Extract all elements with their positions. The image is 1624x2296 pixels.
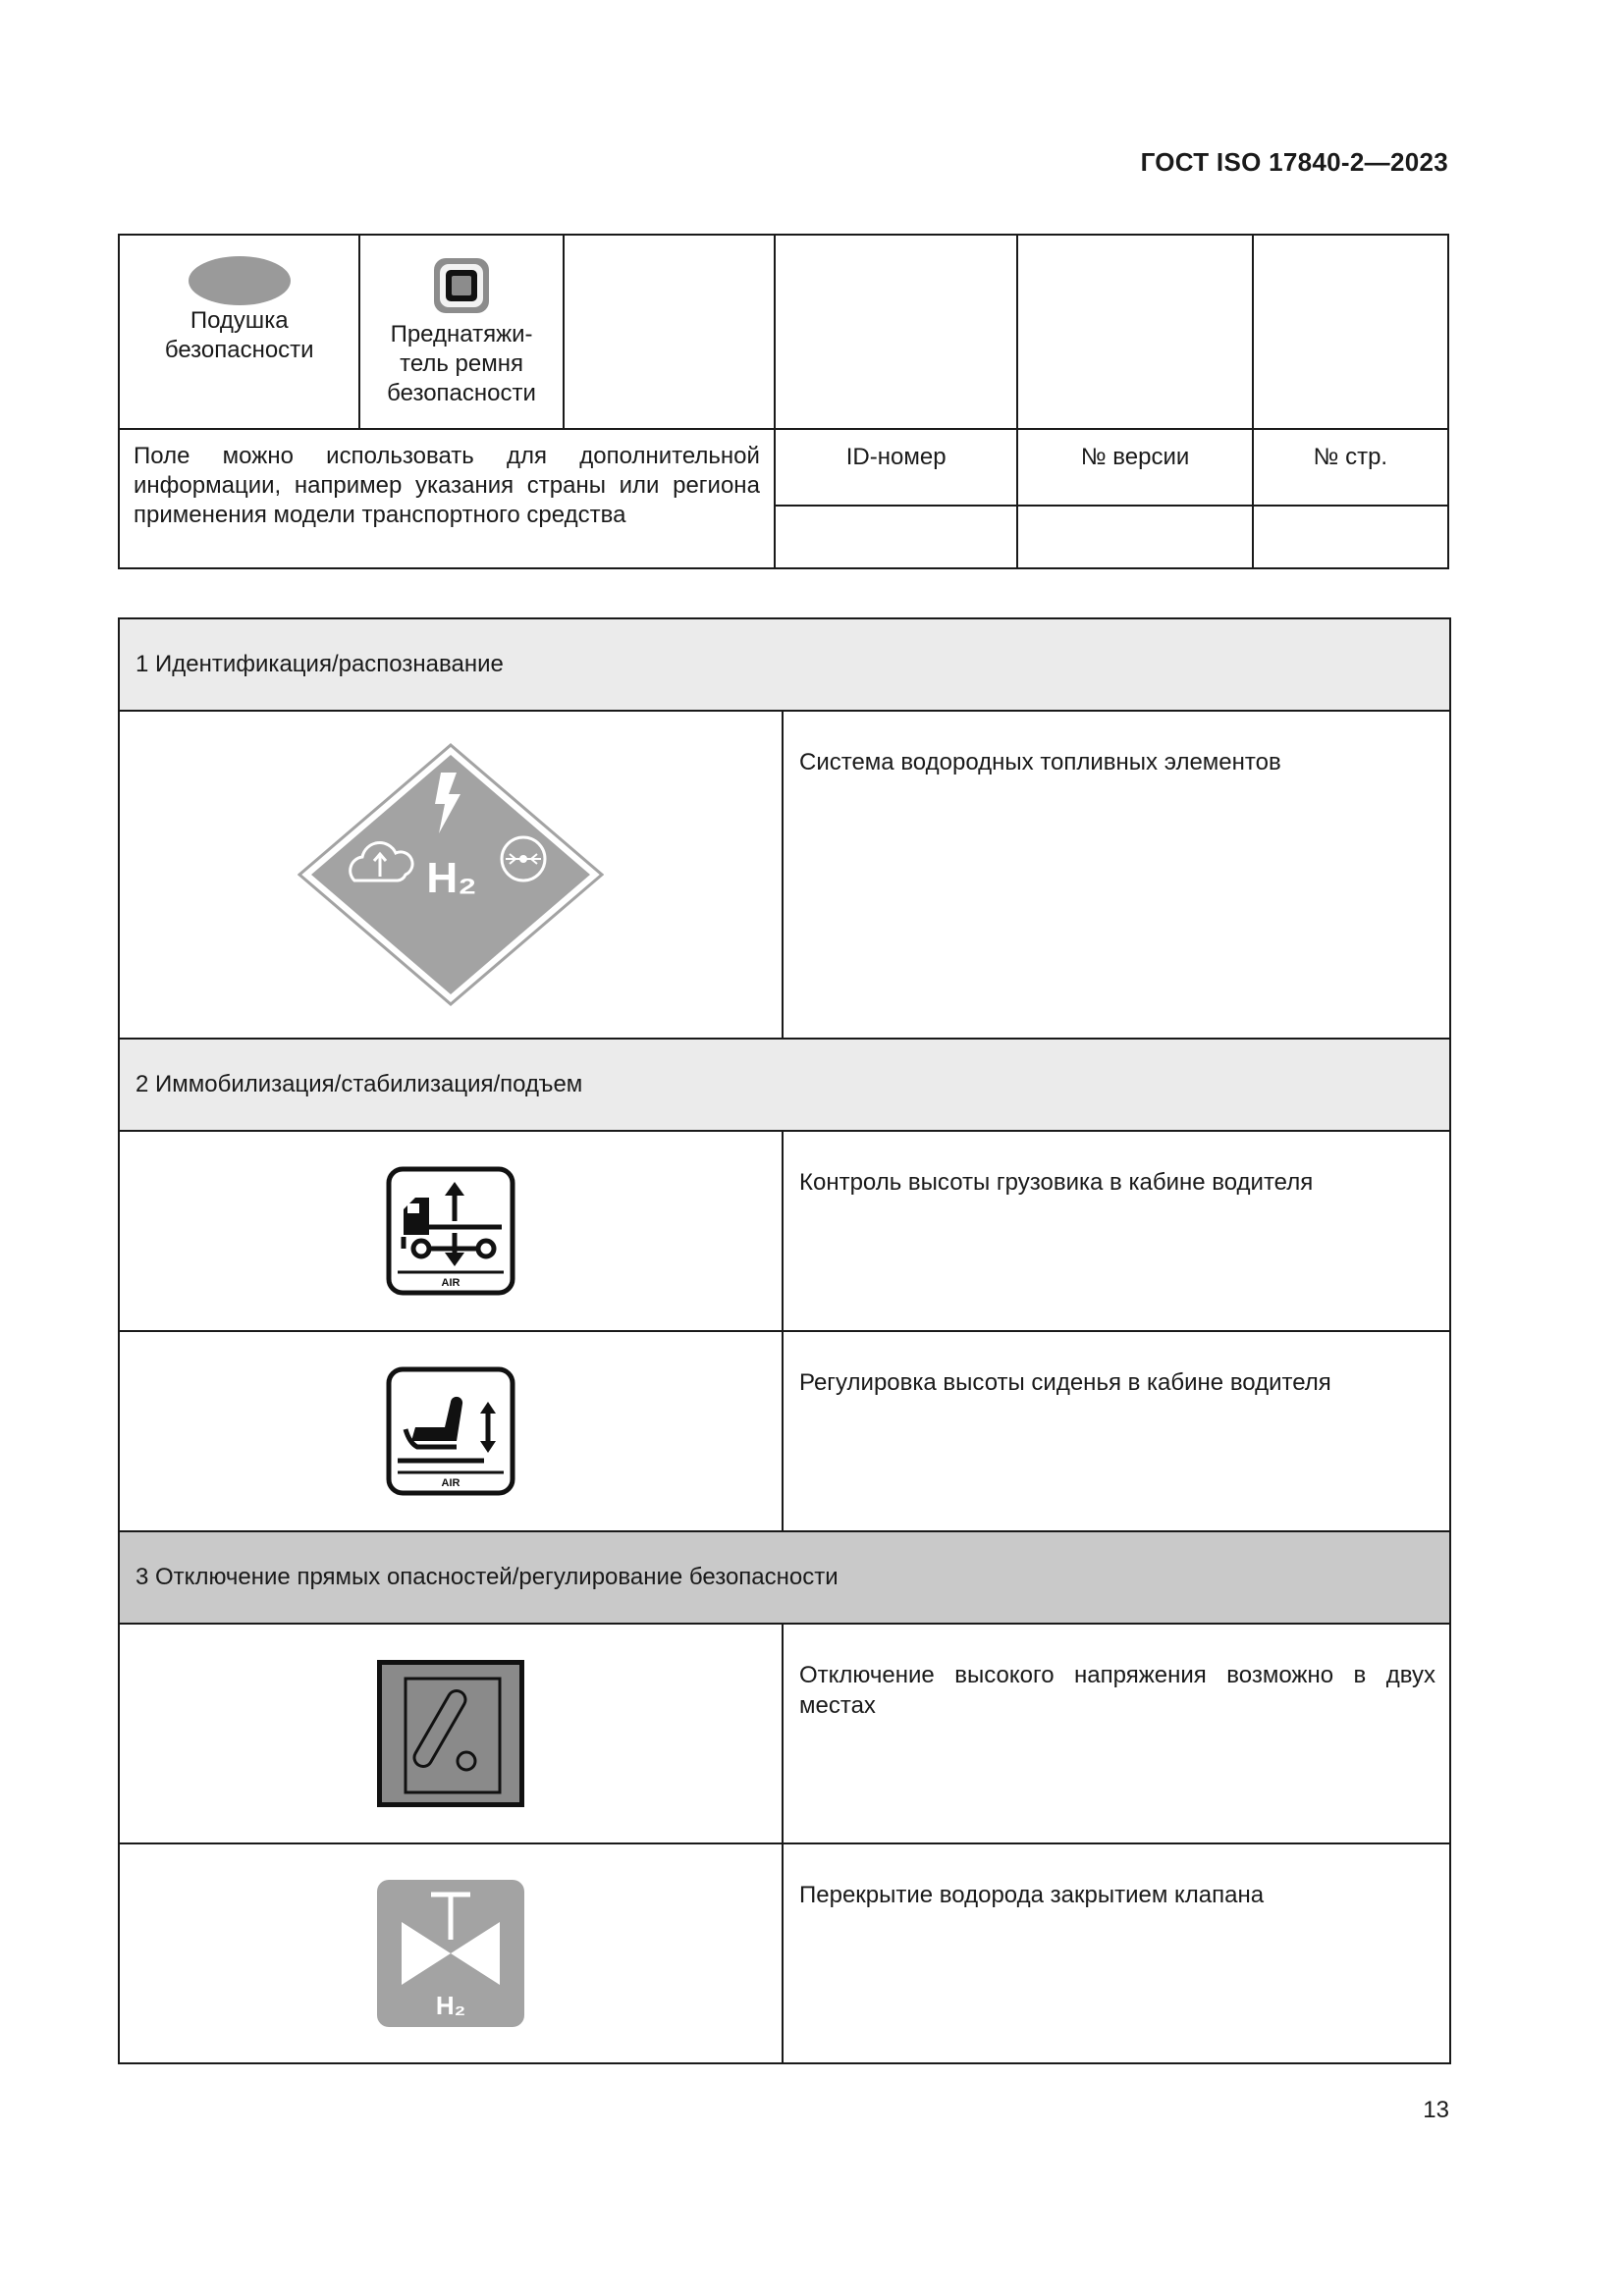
empty-symbol-cell (564, 235, 775, 429)
hydrogen-fuel-cell-diamond-icon (298, 743, 604, 1006)
version-number-value (1017, 506, 1252, 568)
document-id: ГОСТ ISO 17840-2—2023 (1140, 147, 1448, 177)
symbol-cell (119, 1624, 783, 1843)
description-cell: Система водородных топливных элементов (783, 711, 1450, 1039)
truck-height-control-icon (386, 1166, 515, 1296)
description-cell: Регулировка высоты сиденья в кабине водителя (783, 1331, 1450, 1531)
symbol-cell (119, 711, 783, 1039)
symbol-cell (119, 1131, 783, 1331)
id-number-header: ID-номер (775, 429, 1017, 506)
hydrogen-shutoff-valve-icon (376, 1879, 525, 2028)
airbag-label: Подушка безопасности (164, 307, 314, 363)
airbag-cell (119, 235, 359, 429)
additional-info-note: Поле можно использовать для дополнительной информации, например указания страны или региона применения модели транспортного средства (119, 429, 775, 568)
page-number-header: № стр. (1253, 429, 1448, 506)
pretensioner-cell (359, 235, 563, 429)
empty-symbol-cell (1253, 235, 1448, 429)
high-voltage-disconnect-icon (376, 1659, 525, 1808)
version-number-header: № версии (1017, 429, 1252, 506)
air-label: AIR (441, 1277, 460, 1289)
section-header-hazard-disabling: 3 Отключение прямых опасностей/регулирование безопасности (119, 1531, 1450, 1624)
h2-valve-text: H₂ (435, 1991, 466, 2020)
description-cell: Перекрытие водорода закрытием клапана (783, 1843, 1450, 2063)
empty-symbol-cell (1017, 235, 1252, 429)
air-label: AIR (441, 1477, 460, 1489)
section-header-identification: 1 Идентификация/распознавание (119, 618, 1450, 711)
description-cell: Контроль высоты грузовика в кабине водителя (783, 1131, 1450, 1331)
rescue-sheet-table (118, 617, 1451, 2064)
empty-symbol-cell (775, 235, 1017, 429)
seatbelt-pretensioner-icon (433, 257, 490, 314)
section-header-immobilisation: 2 Иммобилизация/стабилизация/подъем (119, 1039, 1450, 1131)
info-table (118, 234, 1449, 569)
id-number-value (775, 506, 1017, 568)
h2-symbol-text: H₂ (426, 854, 477, 902)
seat-height-adjust-icon (386, 1366, 515, 1496)
symbol-cell (119, 1843, 783, 2063)
page-number: 13 (1423, 2097, 1449, 2123)
airbag-icon (188, 255, 292, 306)
pretensioner-label: Преднатяжи- тель ремня безопасности (387, 321, 536, 406)
description-cell: Отключение высокого напряжения возможно в двух местах (783, 1624, 1450, 1843)
page-number-value (1253, 506, 1448, 568)
symbol-cell (119, 1331, 783, 1531)
